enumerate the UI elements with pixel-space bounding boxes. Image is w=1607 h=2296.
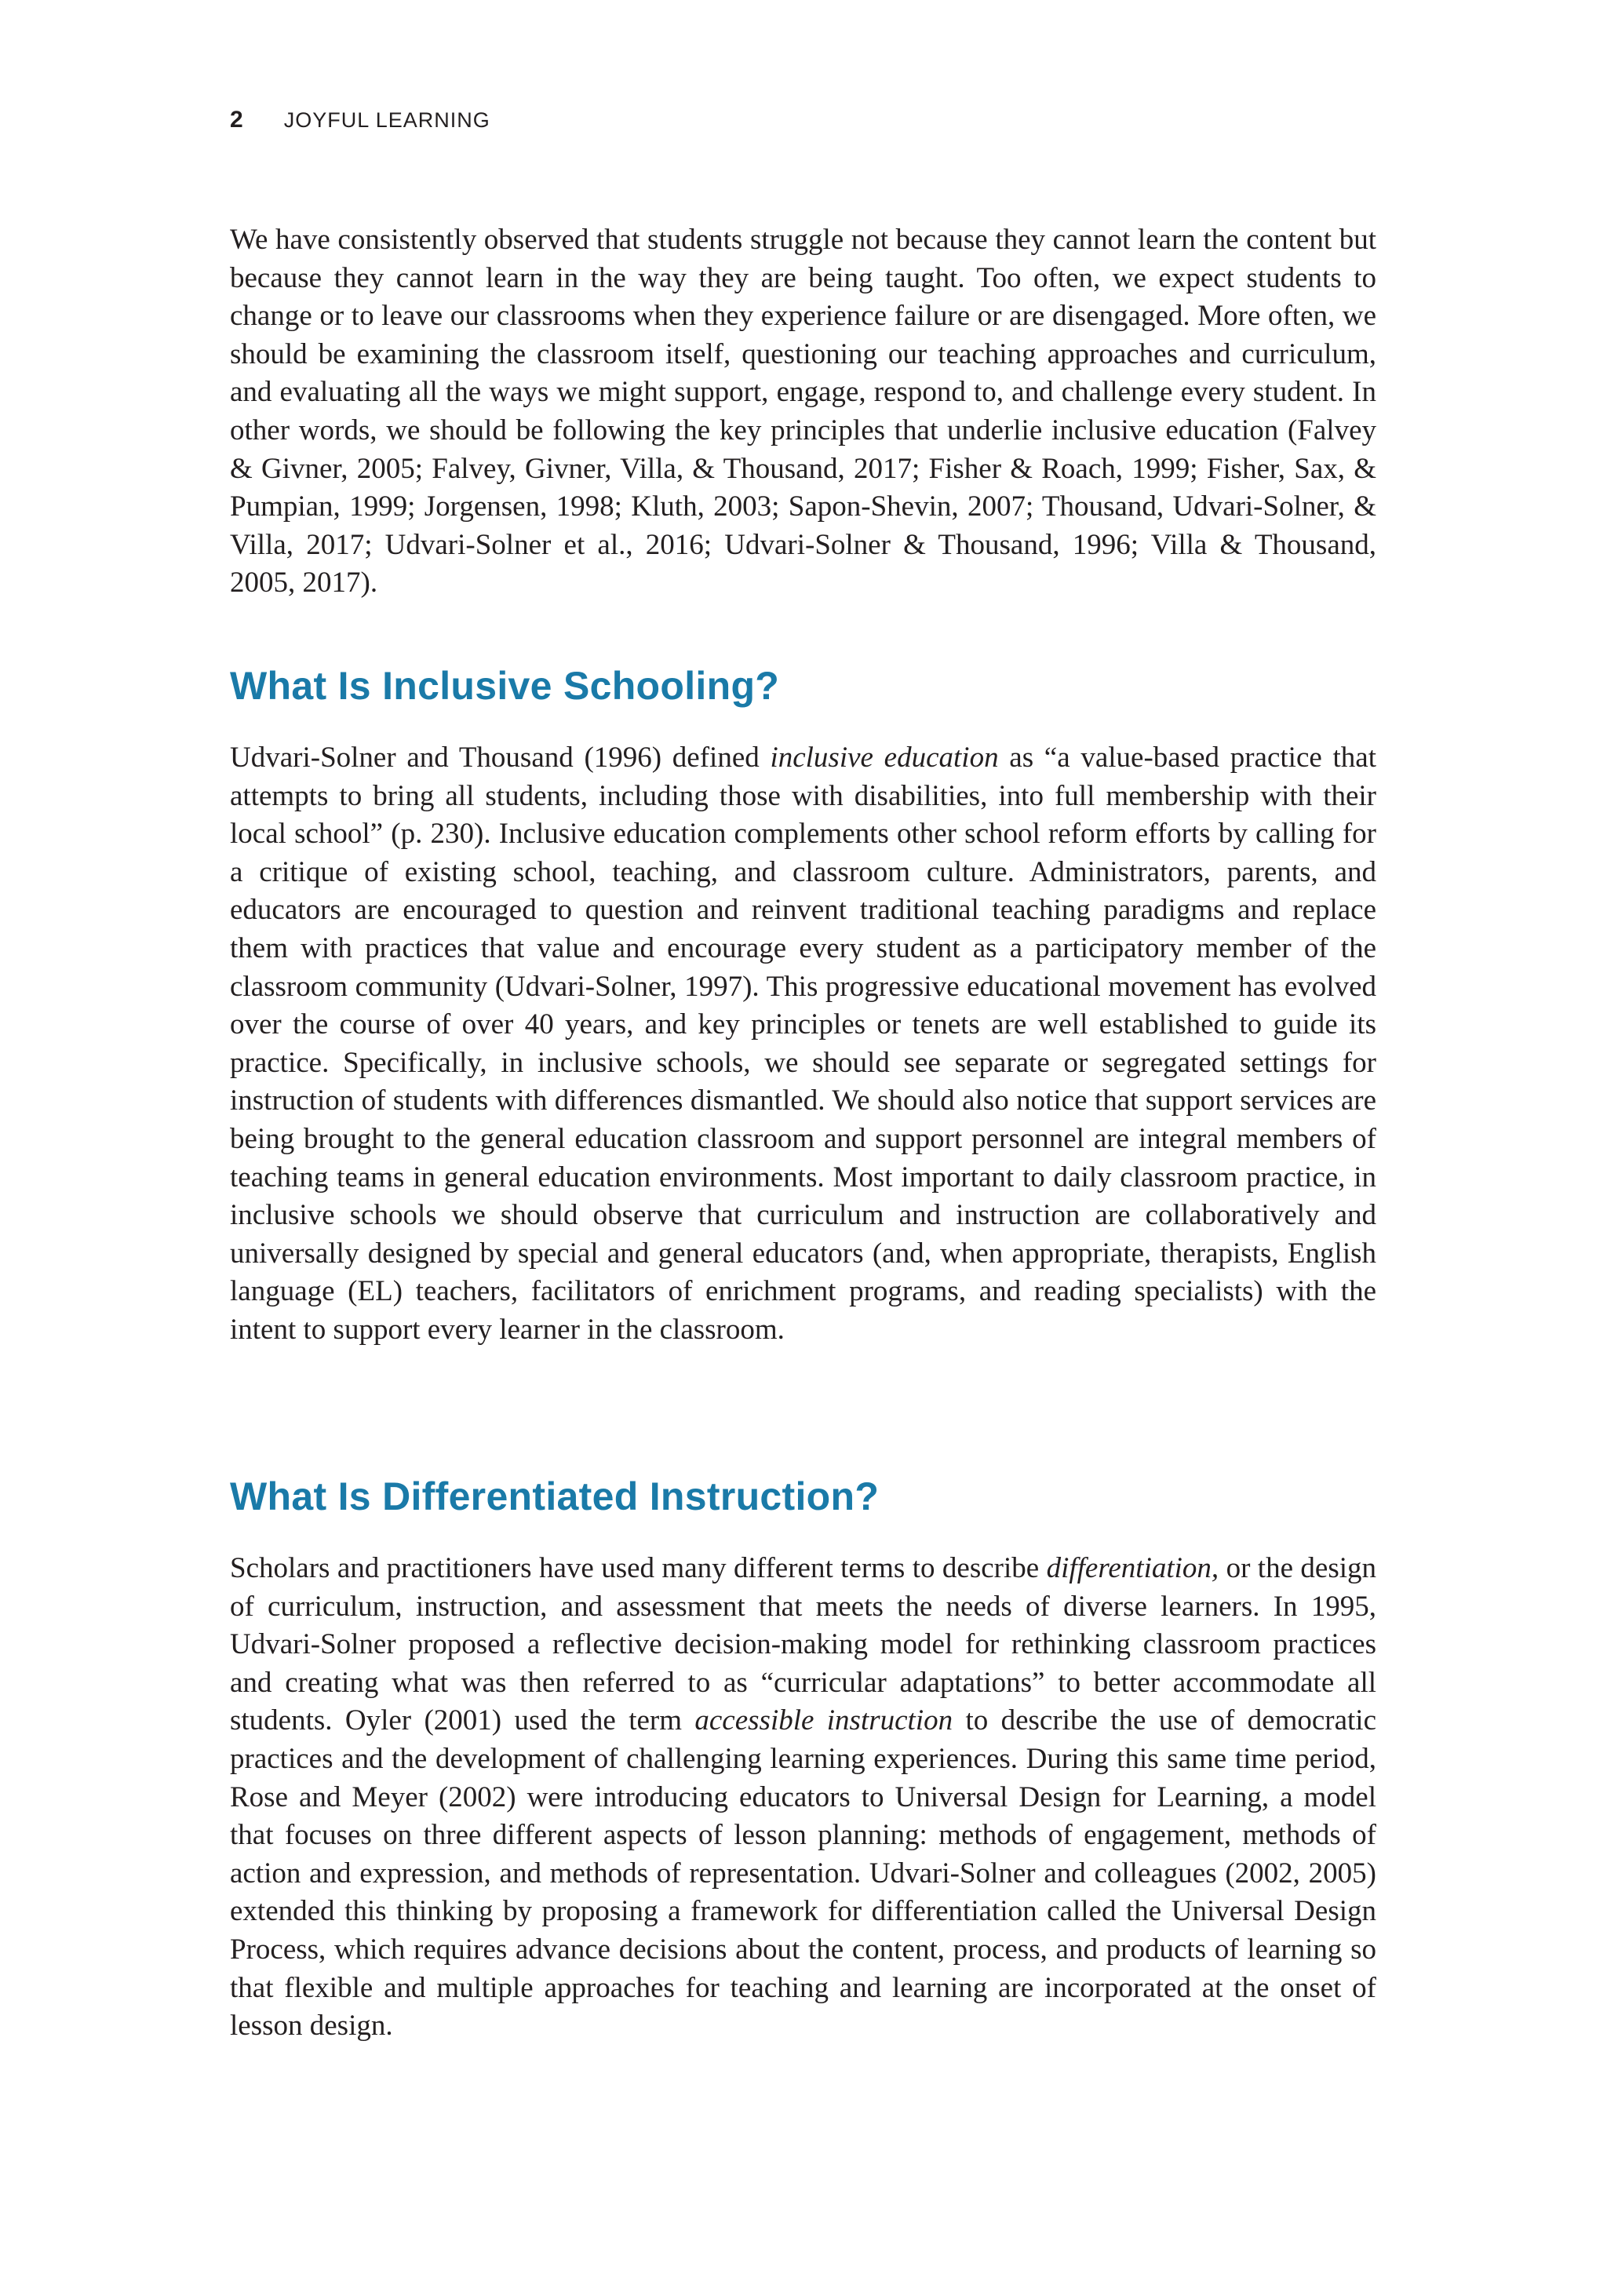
italic-term: accessible instruction <box>694 1704 953 1737</box>
running-title: JOYFUL LEARNING <box>283 108 490 132</box>
running-head <box>230 107 490 133</box>
italic-term: inclusive education <box>770 742 999 774</box>
text-run: Udvari-Solner and Thousand (1996) defined <box>230 742 771 774</box>
text-run: Scholars and practitioners have used many different terms to describe <box>230 1552 1047 1584</box>
page-number: 2 <box>230 107 243 133</box>
intro-paragraph: We have consistently observed that students struggle not because they cannot learn the content but because they cannot learn in the way they are being taught. Too often, we expect students to change or to leave our classrooms when they experience failure or are disengaged. More often, we should be examining the classroom itself, questioning our teaching approaches and curriculum, and evaluating all the ways we might support, engage, respond to, and challenge every student. In other words, we should be following the key principles that underlie inclusive education (Falvey & Givner, 2005; Falvey, Givner, Villa, & Thousand, 2017; Fisher & Roach, 1999; Fisher, Sax, & Pumpian, 1999; Jorgensen, 1998; Kluth, 2003; Sapon-Shevin, 2007; Thousand, Udvari-Solner, & Villa, 2017; Udvari-Solner et al., 2016; Udvari-Solner & Thousand, 1996; Villa & Thousand, 2005, 2017). <box>230 224 1376 600</box>
text-run: as “a value-based practice that attempts to bring all students, including those with disabilities, into full membership with their local school” (p. 230). Inclusive education complements other school reform efforts by calling for a critique of existing school, teaching, and classroom culture. Administrators, parents, and educators are encouraged to question and reinvent traditional teaching paradigms and replace them with practices that value and encourage every student as a participatory member of the classroom community (Udvari-Solner, 1997). This progressive educational movement has evolved over the course of over 40 years, and key principles or tenets are well established to guide its practice. Specifically, in inclusive schools, we should see separate or segregated settings for instruction of students with differences dismantled. We should also notice that support services are being brought to the general education classroom and support personnel are integral members of teaching teams in general education environments. Most important to daily classroom practice, in inclusive schools we should observe that curriculum and instruction are collaboratively and universally designed by special and general educators (and, when appropriate, therapists, English language (EL) teachers, facilitators of enrichment programs, and reading specialists) with the intent to support every learner in the classroom. <box>230 742 1376 1346</box>
section-heading-differentiated-instruction: What Is Differentiated Instruction? <box>230 1474 880 1518</box>
differentiated-instruction-paragraph <box>230 1550 1376 2046</box>
text-run: to describe the use of democratic practices and the development of challenging learning experiences. During this same time period, Rose and Meyer (2002) were introducing educators to Universal Design for Learning, a model that focuses on three different aspects of lesson planning: methods of engagement, methods of action and expression, and methods of representation. Udvari-Solner and colleagues (2002, 2005) extended this thinking by proposing a framework for differentiation called the Universal Design Process, which requires advance decisions about the content, process, and products of learning so that flexible and multiple approaches for teaching and learning are incorporated at the onset of lesson design. <box>230 1704 1376 2043</box>
section-heading-inclusive-schooling: What Is Inclusive Schooling? <box>230 664 780 708</box>
inclusive-schooling-paragraph <box>230 739 1376 1350</box>
text-run: or the design of curriculum, instruction, and assessment that meets the needs of diverse learners. In 1995, Udvari-Solner proposed a reflective decision-making model for rethinking classroom practices and creating what was then referred to as “curricular adaptations” to better accommodate all students. Oyler (2001) used the term <box>230 1552 1377 1737</box>
italic-term: differentiation, <box>1046 1552 1219 1584</box>
